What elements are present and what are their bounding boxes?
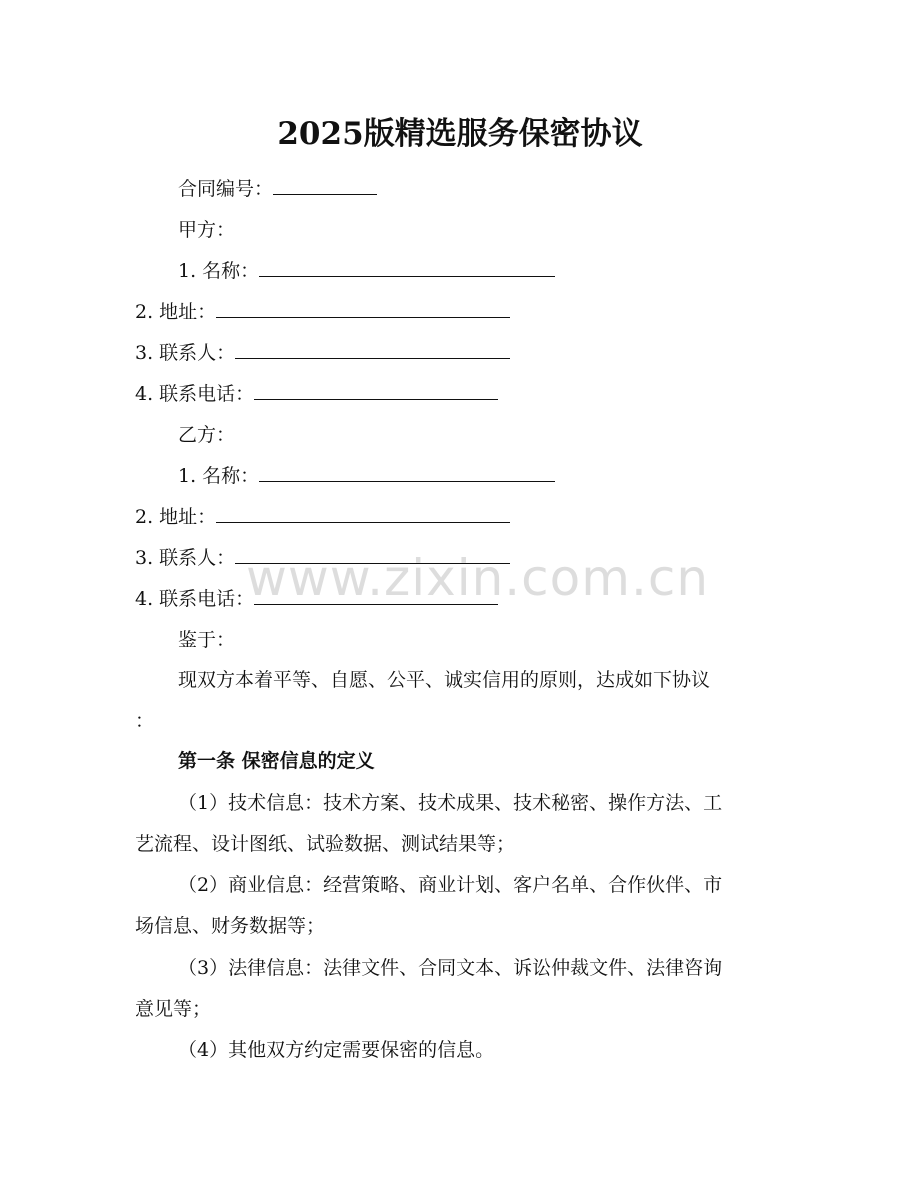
- party-b-name-line: [178, 463, 555, 489]
- article-1-item-3-line-1: （3）法律信息：法律文件、合同文本、诉讼仲裁文件、法律咨询: [178, 957, 723, 979]
- party-a-contact-label: 3. 联系人：: [135, 342, 236, 364]
- party-b-heading: 乙方：: [178, 424, 236, 446]
- document-title: 2025版精选服务保密协议: [277, 116, 643, 152]
- party-a-name-line: [178, 258, 555, 284]
- party-a-phone-line: [135, 381, 498, 407]
- party-b-name-label: 1. 名称：: [178, 465, 260, 487]
- party-a-heading: 甲方：: [178, 219, 236, 241]
- article-1-item-4: （4）其他双方约定需要保密的信息。: [178, 1039, 495, 1061]
- party-a-phone-label: 4. 联系电话：: [135, 383, 255, 405]
- article-1-item-1-line-1: （1）技术信息：技术方案、技术成果、技术秘密、操作方法、工: [178, 792, 723, 814]
- article-1-heading: 第一条 保密信息的定义: [178, 750, 375, 772]
- party-a-address-blank: [216, 299, 510, 318]
- article-1-item-3-line-2: 意见等；: [135, 998, 212, 1020]
- contract-number-label: 合同编号：: [178, 178, 274, 200]
- party-b-phone-label: 4. 联系电话：: [135, 588, 255, 610]
- party-b-address-label: 2. 地址：: [135, 506, 217, 528]
- contract-number-line: [178, 176, 377, 202]
- article-1-item-2-line-2: 场信息、财务数据等；: [135, 915, 326, 937]
- party-b-contact-label: 3. 联系人：: [135, 547, 236, 569]
- party-b-address-line: [135, 504, 510, 530]
- party-a-name-blank: [259, 258, 555, 277]
- whereas-heading: 鉴于：: [178, 629, 236, 651]
- party-b-address-blank: [216, 504, 510, 523]
- preamble-line-1: 现双方本着平等、自愿、公平、诚实信用的原则，达成如下协议: [178, 669, 711, 691]
- party-a-contact-blank: [235, 340, 510, 359]
- party-b-name-blank: [259, 463, 555, 482]
- party-a-phone-blank: [254, 381, 498, 400]
- party-a-contact-line: [135, 340, 510, 366]
- party-a-address-label: 2. 地址：: [135, 301, 217, 323]
- party-a-name-label: 1. 名称：: [178, 260, 260, 282]
- article-1-item-2-line-1: （2）商业信息：经营策略、商业计划、客户名单、合作伙伴、市: [178, 874, 723, 896]
- party-a-address-line: [135, 299, 510, 325]
- contract-number-blank: [273, 176, 377, 195]
- preamble-line-2: ：: [135, 710, 155, 732]
- article-1-item-1-line-2: 艺流程、设计图纸、试验数据、测试结果等；: [135, 833, 516, 855]
- watermark-text: www.zixin.com.cn: [246, 549, 710, 607]
